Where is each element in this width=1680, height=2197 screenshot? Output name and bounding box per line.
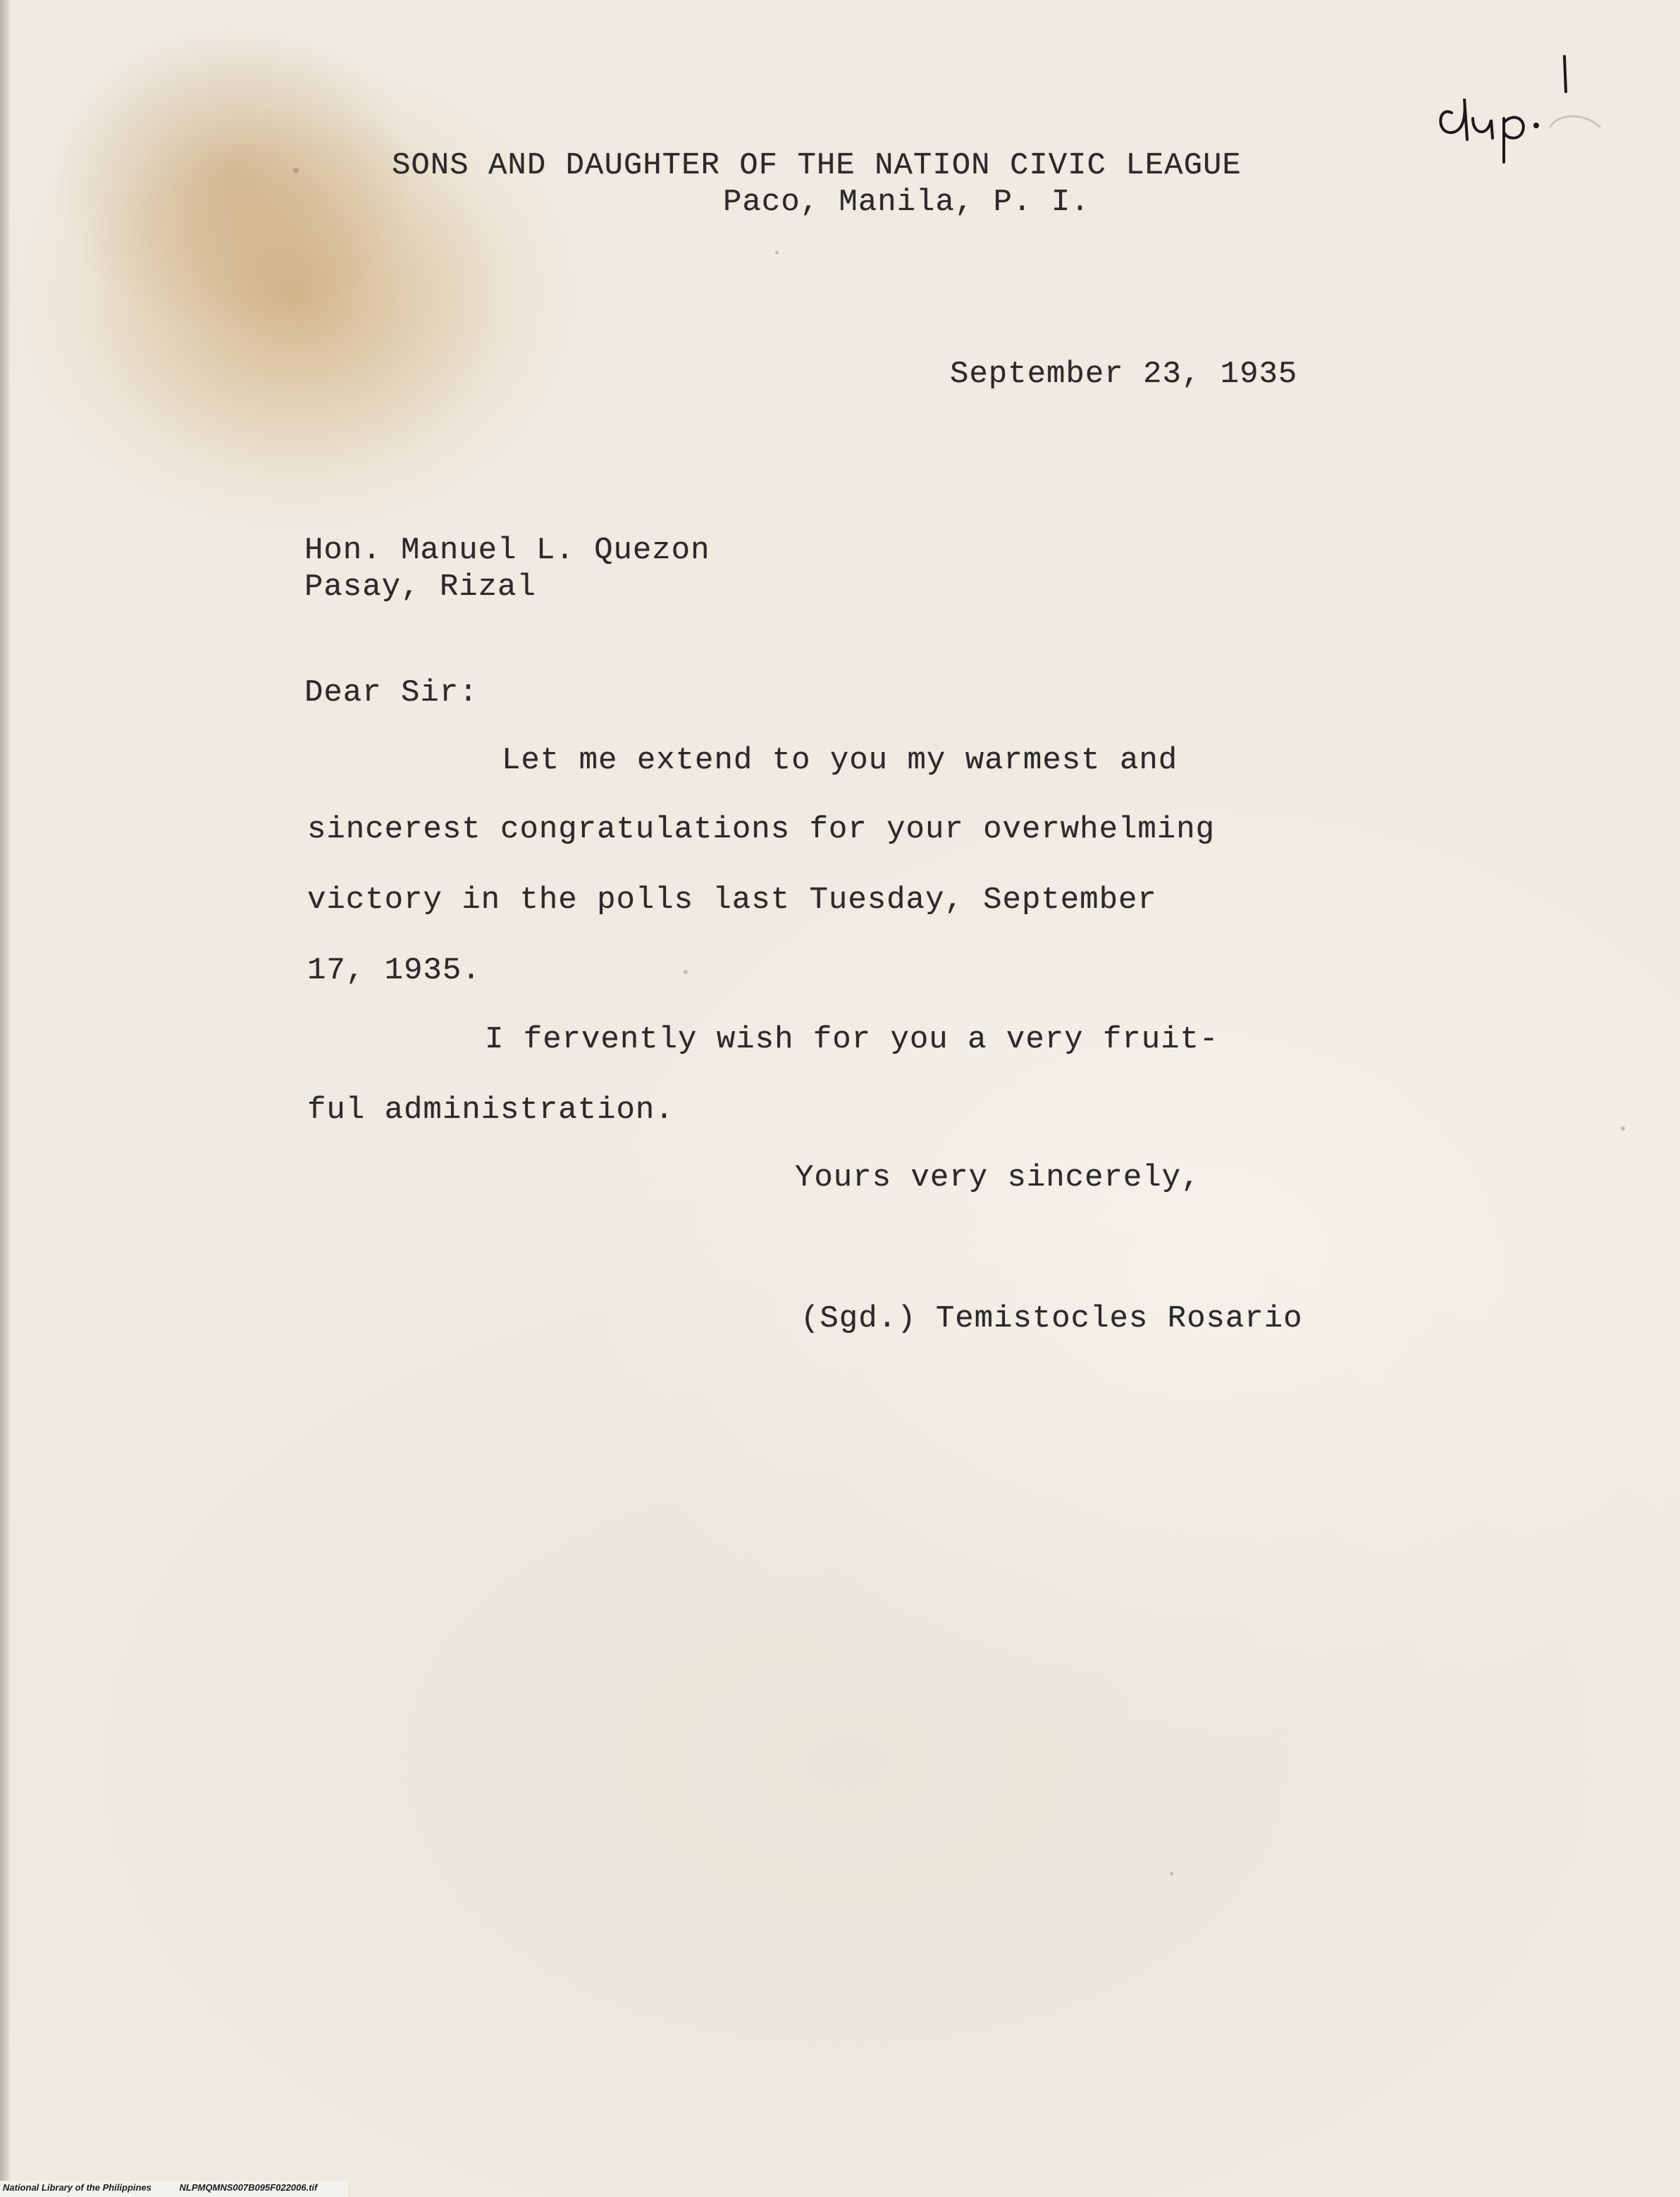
addressee-name: Hon. Manuel L. Quezon (304, 533, 710, 568)
paper-speck (1621, 1126, 1625, 1131)
salutation: Dear Sir: (304, 675, 478, 710)
body-line: sincerest congratulations for your overwhelming (307, 812, 1216, 847)
addressee-city: Pasay, Rizal (304, 570, 536, 605)
paper-speck (293, 168, 299, 173)
body-line: Let me extend to you my warmest and (502, 743, 1178, 778)
paper-speck (775, 251, 779, 254)
body-line: ful administration. (307, 1093, 674, 1128)
body-line: I fervently wish for you a very fruit- (485, 1022, 1219, 1057)
signature: (Sgd.) Temistocles Rosario (801, 1301, 1303, 1336)
scan-edge (0, 0, 10, 2197)
closing: Yours very sincerely, (795, 1160, 1201, 1195)
archive-footer (0, 2181, 348, 2197)
body-line: 17, 1935. (307, 953, 481, 988)
file-id: NLPMQMNS007B095F022006.tif (179, 2182, 318, 2193)
letterhead-organization: SONS AND DAUGHTER OF THE NATION CIVIC LEAGUE (392, 148, 1242, 183)
paper-speck (684, 970, 688, 974)
paper-speck (1170, 1872, 1173, 1876)
letterhead-location: Paco, Manila, P. I. (723, 185, 1090, 220)
letter-date: September 23, 1935 (950, 357, 1298, 392)
body-line: victory in the polls last Tuesday, September (307, 882, 1157, 918)
library-name: National Library of the Philippines (3, 2182, 152, 2193)
handwritten-annotation (1431, 49, 1607, 169)
